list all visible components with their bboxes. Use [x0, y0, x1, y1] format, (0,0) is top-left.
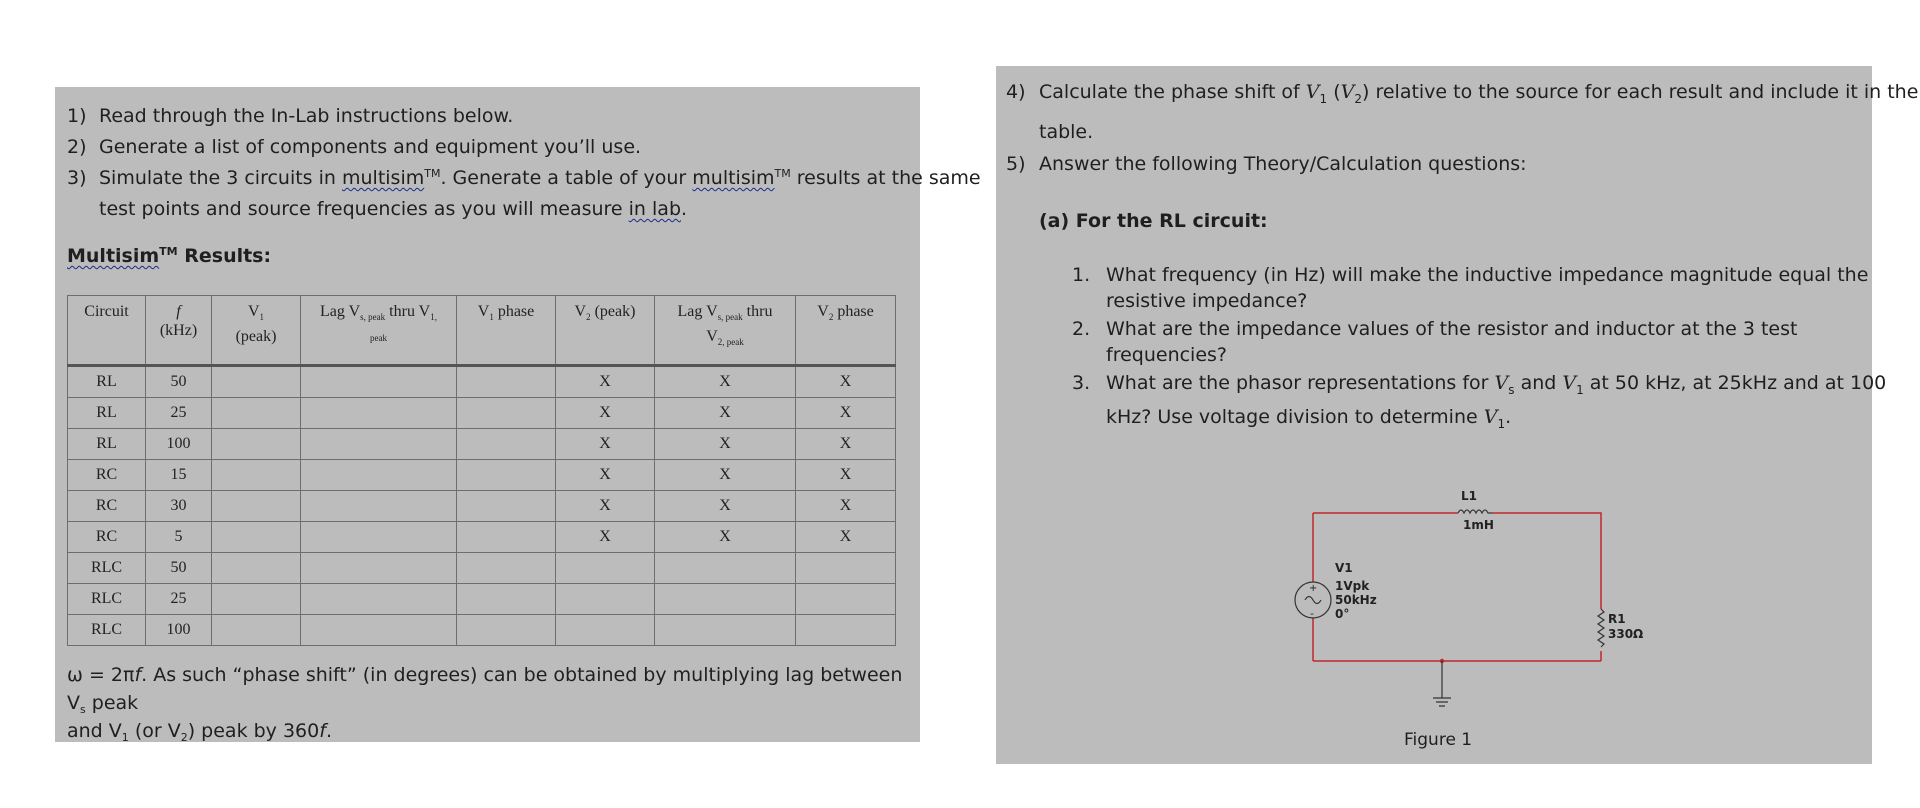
cell-v1-phase [457, 429, 556, 460]
cell-lag-v2: X [655, 398, 796, 429]
cell-lag-v2 [655, 584, 796, 615]
cell-frequency: 15 [146, 460, 212, 491]
cell-lag-v1 [301, 615, 457, 646]
cell-frequency: 25 [146, 584, 212, 615]
table-row [68, 553, 896, 584]
question-2-text: What are the impedance values of the resistor and inductor at the 3 test [1106, 318, 1798, 340]
table-row [68, 584, 896, 615]
cell-v2-phase [796, 615, 896, 646]
step-number: 2) [67, 136, 87, 158]
cell-frequency: 25 [146, 398, 212, 429]
cell-v2-peak [556, 553, 655, 584]
cell-circuit: RL [68, 366, 146, 398]
cell-circuit: RLC [68, 553, 146, 584]
question-1-text-line-2: resistive impedance? [1106, 290, 1308, 312]
step-4 [1006, 80, 1026, 104]
cell-v1-peak [212, 615, 301, 646]
footnote-line-1: ω = 2πf. As such “phase shift” (in degrees) can be obtained by multiplying lag between $V_s$ peak [67, 664, 903, 716]
cell-v2-phase: X [796, 429, 896, 460]
cell-frequency: 100 [146, 429, 212, 460]
multisim-word: multisim [341, 167, 425, 189]
step-text-part: test points and source frequencies as you will measure [99, 198, 629, 220]
resistor-name: R1 [1608, 612, 1626, 626]
cell-v2-phase [796, 584, 896, 615]
table-row [68, 491, 896, 522]
cell-v2-peak: X [556, 522, 655, 553]
resistor-r1 [1598, 609, 1643, 647]
source-name: V1 [1335, 561, 1353, 575]
cell-circuit: RC [68, 460, 146, 491]
cell-v2-peak [556, 584, 655, 615]
cell-lag-v1 [301, 584, 457, 615]
cell-lag-v1 [301, 366, 457, 398]
header-lag-v1: Lag $V_{s, peak}$ thru $V_{1,}$ peak [301, 296, 457, 366]
header-v2-peak: $V_2$ (peak) [556, 296, 655, 366]
step-number: 3) [67, 167, 87, 189]
cell-v1-phase [457, 491, 556, 522]
step-number: 5) [1006, 153, 1026, 175]
results-table [67, 295, 896, 646]
cell-v2-peak [556, 615, 655, 646]
cell-v2-phase: X [796, 460, 896, 491]
step-text-part: results at the same [790, 167, 981, 189]
cell-v2-peak: X [556, 429, 655, 460]
table-header-row [68, 296, 896, 366]
table-row [68, 398, 896, 429]
cell-v1-peak [212, 366, 301, 398]
table-row [68, 429, 896, 460]
cell-lag-v2 [655, 615, 796, 646]
cell-frequency: 30 [146, 491, 212, 522]
resistor-value: 330Ω [1608, 627, 1644, 641]
trademark: TM [159, 245, 178, 258]
step-4-text-line-2: table. [1039, 121, 1094, 143]
cell-v1-phase [457, 584, 556, 615]
table-row [68, 522, 896, 553]
cell-frequency: 50 [146, 553, 212, 584]
inductor-value: 1mH [1463, 518, 1494, 532]
header-circuit: Circuit [68, 296, 146, 366]
trademark: TM [424, 167, 441, 180]
cell-frequency: 50 [146, 366, 212, 398]
table-row [68, 460, 896, 491]
cell-lag-v1 [301, 522, 457, 553]
cell-v2-peak: X [556, 398, 655, 429]
cell-v1-peak [212, 398, 301, 429]
cell-lag-v2: X [655, 366, 796, 398]
header-v2-phase: $V_2$ phase [796, 296, 896, 366]
cell-lag-v1 [301, 553, 457, 584]
cell-v2-phase: X [796, 522, 896, 553]
cell-v1-peak [212, 553, 301, 584]
cell-v1-peak [212, 584, 301, 615]
cell-v1-peak [212, 522, 301, 553]
header-v1-peak: $V_1$ (peak) [212, 296, 301, 366]
inductor-name: L1 [1461, 489, 1477, 503]
cell-v1-peak [212, 460, 301, 491]
in-lab-text: in lab [628, 198, 681, 220]
inductor-l1 [1458, 489, 1494, 532]
question-3-text: What are the phasor representations for $V_s$ and $V_1$ at 50 kHz, at 25kHz and at 100 [1106, 372, 1887, 397]
cell-lag-v2: X [655, 522, 796, 553]
header-v1-phase: $V_1$ phase [457, 296, 556, 366]
header-frequency: f (kHz) [146, 296, 212, 366]
cell-frequency: 5 [146, 522, 212, 553]
cell-v1-peak [212, 491, 301, 522]
question-2-text-line-2: frequencies? [1106, 344, 1228, 366]
heading-text: Results: [177, 245, 272, 267]
question-1-text: What frequency (in Hz) will make the inductive impedance magnitude equal the [1106, 264, 1869, 286]
left-instructions-panel [55, 87, 981, 744]
question-2-number: 2. [1072, 318, 1091, 340]
cell-v1-phase [457, 460, 556, 491]
figure-caption: Figure 1 [1404, 730, 1473, 750]
question-1-number: 1. [1072, 264, 1091, 286]
cell-v1-phase [457, 398, 556, 429]
cell-lag-v1 [301, 460, 457, 491]
cell-lag-v2 [655, 553, 796, 584]
cell-v2-peak: X [556, 366, 655, 398]
svg-text:-: - [1310, 607, 1314, 620]
source-frequency: 50kHz [1335, 593, 1377, 607]
step-text-part: . Generate a table of your [440, 167, 693, 189]
cell-v1-phase [457, 615, 556, 646]
multisim-word: multisim [692, 167, 775, 189]
source-phase: 0° [1335, 607, 1350, 621]
cell-v1-phase [457, 522, 556, 553]
table-row [68, 366, 896, 398]
source-amplitude: 1Vpk [1335, 579, 1370, 593]
cell-lag-v1 [301, 491, 457, 522]
cell-v2-phase [796, 553, 896, 584]
step-text: Read through the In-Lab instructions below. [99, 105, 514, 127]
question-3-number: 3. [1072, 372, 1091, 394]
rl-circuit-schematic [1273, 478, 1653, 718]
step-text: Generate a list of components and equipment you’ll use. [99, 136, 642, 158]
cell-lag-v2: X [655, 491, 796, 522]
step-number: 1) [67, 105, 87, 127]
step-text-part: Simulate the 3 circuits in [99, 167, 342, 189]
multisim-word: Multisim [67, 245, 160, 267]
results-heading [67, 245, 271, 267]
cell-circuit: RL [68, 429, 146, 460]
cell-circuit: RLC [68, 584, 146, 615]
cell-lag-v2: X [655, 460, 796, 491]
cell-v2-phase: X [796, 366, 896, 398]
header-lag-v2: Lag $V_{s, peak}$ thru $V_{2, peak}$ [655, 296, 796, 366]
question-3-text-line-2: kHz? Use voltage division to determine $V_1$. [1106, 406, 1512, 431]
cell-v1-phase [457, 553, 556, 584]
step-5-text: Answer the following Theory/Calculation questions: [1039, 153, 1527, 175]
cell-lag-v1 [301, 429, 457, 460]
cell-circuit: RC [68, 522, 146, 553]
svg-text:+: + [1309, 583, 1318, 594]
footnote [67, 661, 920, 745]
cell-circuit: RLC [68, 615, 146, 646]
step-5 [1006, 152, 1026, 176]
cell-circuit: RC [68, 491, 146, 522]
cell-v2-phase: X [796, 398, 896, 429]
step-3-continued [99, 197, 687, 221]
cell-v2-phase: X [796, 491, 896, 522]
cell-v2-peak: X [556, 491, 655, 522]
cell-v1-peak [212, 429, 301, 460]
cell-v1-phase [457, 366, 556, 398]
cell-v2-peak: X [556, 460, 655, 491]
table-row [68, 615, 896, 646]
ac-source-v1 [1295, 561, 1377, 621]
ground-symbol [1433, 659, 1451, 706]
cell-lag-v1 [301, 398, 457, 429]
cell-circuit: RL [68, 398, 146, 429]
footnote-line-2: and $V_1$ (or $V_2$) peak by 360f. [67, 720, 332, 744]
step-text-part: . [681, 198, 688, 220]
cell-frequency: 100 [146, 615, 212, 646]
step-number: 4) [1006, 81, 1026, 103]
step-text [99, 166, 981, 190]
step-4-text: Calculate the phase shift of $V_1$ $(V_2)$ relative to the source for each result and include it in the [1039, 81, 1919, 106]
trademark: TM [774, 167, 791, 180]
cell-lag-v2: X [655, 429, 796, 460]
rl-circuit-heading: (a) For the RL circuit: [1039, 210, 1268, 232]
